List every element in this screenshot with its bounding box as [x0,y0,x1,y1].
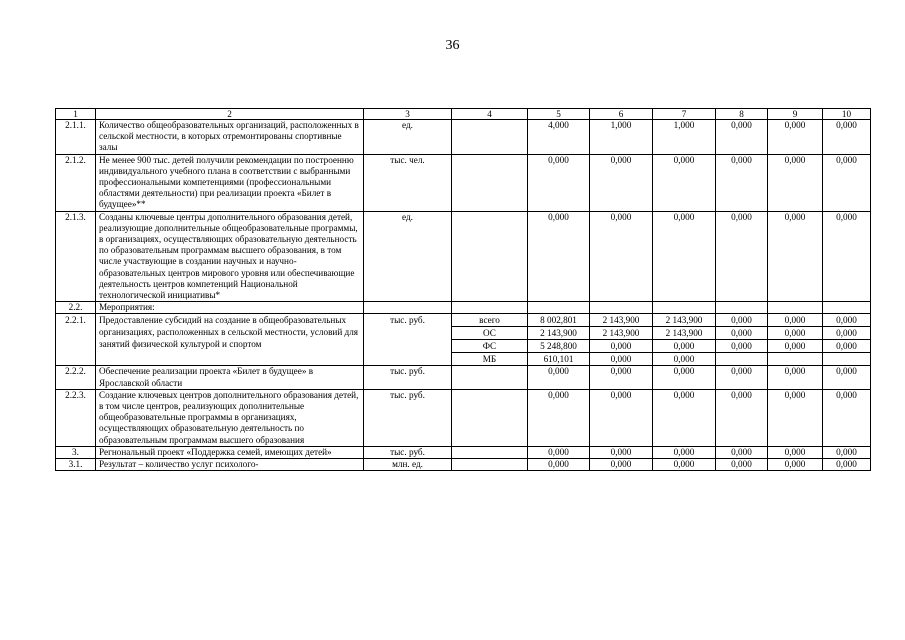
value-cell: 0,000 [528,446,590,458]
value-cell: 0,000 [590,211,653,302]
value-cell: 0,000 [716,211,768,302]
value-cell: 2 143,900 [590,314,653,327]
value-cell: 2 143,900 [590,327,653,340]
header-cell: 7 [653,109,716,120]
table-row [56,446,871,458]
value-cell: 0,000 [653,211,716,302]
value-cell: 0,000 [590,340,653,353]
table-row [56,211,871,302]
row-name: Регнональный проект «Поддержка семей, имеющих детей» [96,446,364,458]
value-cell [823,302,871,314]
funding-source [452,120,528,155]
header-cell: 3 [364,109,452,120]
value-cell: 0,000 [653,446,716,458]
value-cell: 0,000 [823,366,871,389]
funding-source [452,366,528,389]
value-cell: 0,000 [768,314,823,327]
indicators-table [55,108,871,471]
row-number: 2.1.1. [56,120,96,155]
value-cell [653,302,716,314]
row-number: 2.2.1. [56,314,96,366]
value-cell: 0,000 [528,459,590,471]
row-number: 2.2.3. [56,389,96,446]
header-cell: 2 [96,109,364,120]
table-row [56,366,871,389]
value-cell: 0,000 [653,353,716,366]
funding-source [452,389,528,446]
row-number: 2.2. [56,302,96,314]
row-unit: тыс. руб. [364,446,452,458]
value-cell: 0,000 [590,366,653,389]
value-cell: 0,000 [653,340,716,353]
value-cell [716,353,768,366]
row-name: Создание ключевых центров дополнительного образования детей, в том числе центров, реализующих дополнительные общеобразовательные программы в организациях, осуществляющих образовательную деятельность по образовательным программам высшего образования [96,389,364,446]
value-cell [590,302,653,314]
value-cell: 0,000 [768,459,823,471]
header-cell: 8 [716,109,768,120]
funding-source [452,459,528,471]
value-cell [768,302,823,314]
value-cell: 0,000 [590,446,653,458]
value-cell: 0,000 [716,366,768,389]
value-cell: 0,000 [653,389,716,446]
row-unit: ед. [364,211,452,302]
value-cell: 0,000 [590,389,653,446]
row-unit: тыс. руб. [364,314,452,366]
header-cell: 5 [528,109,590,120]
funding-source: МБ [452,353,528,366]
value-cell: 2 143,900 [653,327,716,340]
funding-source [452,302,528,314]
table-row [56,314,871,327]
row-unit: тыс. руб. [364,389,452,446]
value-cell: 5 248,800 [528,340,590,353]
table-row [56,120,871,155]
row-name: Результат – количество услуг психолого- [96,459,364,471]
value-cell: 0,000 [716,389,768,446]
value-cell: 0,000 [823,389,871,446]
value-cell: 0,000 [716,120,768,155]
value-cell: 0,000 [823,446,871,458]
row-name: Мероприятия: [96,302,364,314]
value-cell: 8 002,801 [528,314,590,327]
header-cell: 4 [452,109,528,120]
value-cell [823,353,871,366]
value-cell: 0,000 [823,340,871,353]
value-cell: 0,000 [716,459,768,471]
value-cell: 0,000 [653,459,716,471]
value-cell: 0,000 [823,459,871,471]
row-unit: ед. [364,120,452,155]
row-number: 3.1. [56,459,96,471]
table-row [56,154,871,211]
value-cell: 1,000 [590,120,653,155]
header-cell: 10 [823,109,871,120]
funding-source [452,446,528,458]
row-name: Количество общеобразовательных организаций, расположенных в сельской местности, в которых отремонтированы спортивные залы [96,120,364,155]
value-cell: 0,000 [653,366,716,389]
header-row [56,109,871,120]
funding-source: ОС [452,327,528,340]
value-cell: 0,000 [768,327,823,340]
value-cell: 2 143,900 [528,327,590,340]
row-name: Не менее 900 тыс. детей получили рекомендации по построенню индивидуального учебного плана в соответствии с выбранными профессиональными компетенциями (профессиональными областями деятельности) при реализации проекта «Билет в будущее»** [96,154,364,211]
value-cell: 0,000 [716,314,768,327]
value-cell: 0,000 [768,446,823,458]
row-unit: тыс. чел. [364,154,452,211]
value-cell: 0,000 [823,211,871,302]
value-cell: 610,101 [528,353,590,366]
value-cell: 0,000 [653,154,716,211]
value-cell: 0,000 [528,389,590,446]
value-cell: 2 143,900 [653,314,716,327]
table-row [56,389,871,446]
value-cell: 0,000 [768,120,823,155]
value-cell: 0,000 [823,120,871,155]
value-cell: 0,000 [768,389,823,446]
table-row [56,459,871,471]
row-unit: тыс. руб. [364,366,452,389]
value-cell: 0,000 [528,211,590,302]
table-row [56,302,871,314]
value-cell: 0,000 [716,340,768,353]
value-cell: 0,000 [590,353,653,366]
value-cell [716,302,768,314]
row-number: 2.2.2. [56,366,96,389]
row-unit [364,302,452,314]
value-cell: 0,000 [716,327,768,340]
row-name: Предоставление субсидий на создание в общеобразовательных организациях, расположенных в сельской местности, условий для занятий физической культурой и спортом [96,314,364,366]
value-cell: 4,000 [528,120,590,155]
value-cell: 0,000 [528,366,590,389]
value-cell [528,302,590,314]
value-cell: 0,000 [768,366,823,389]
value-cell: 0,000 [528,154,590,211]
value-cell: 0,000 [823,154,871,211]
funding-source: всего [452,314,528,327]
value-cell: 0,000 [590,459,653,471]
header-cell: 9 [768,109,823,120]
value-cell: 0,000 [768,154,823,211]
row-unit: млн. ед. [364,459,452,471]
row-number: 2.1.3. [56,211,96,302]
row-number: 2.1.2. [56,154,96,211]
row-number: 3. [56,446,96,458]
funding-source [452,211,528,302]
row-name: Обеспечение реализации проекта «Билет в будущее» в Ярославской области [96,366,364,389]
value-cell: 0,000 [823,314,871,327]
value-cell: 0,000 [590,154,653,211]
funding-source [452,154,528,211]
value-cell: 0,000 [823,327,871,340]
header-cell: 6 [590,109,653,120]
header-cell: 1 [56,109,96,120]
value-cell: 0,000 [716,446,768,458]
value-cell: 0,000 [716,154,768,211]
value-cell: 0,000 [768,340,823,353]
row-name: Созданы ключевые центры дополнительного образования детей, реализующие дополнительные общеобразовательные программы, в организациях, осуществляющих образовательную деятельность по образовательным программам высшего образования, в том числе участвующие в создании научных и научно-образовательных центров мирового уровня или обеспечивающие деятельность центров компетенций Национальной технологической инициативы* [96,211,364,302]
value-cell [768,353,823,366]
page-number: 36 [445,38,460,53]
funding-source: ФС [452,340,528,353]
value-cell: 1,000 [653,120,716,155]
value-cell: 0,000 [768,211,823,302]
